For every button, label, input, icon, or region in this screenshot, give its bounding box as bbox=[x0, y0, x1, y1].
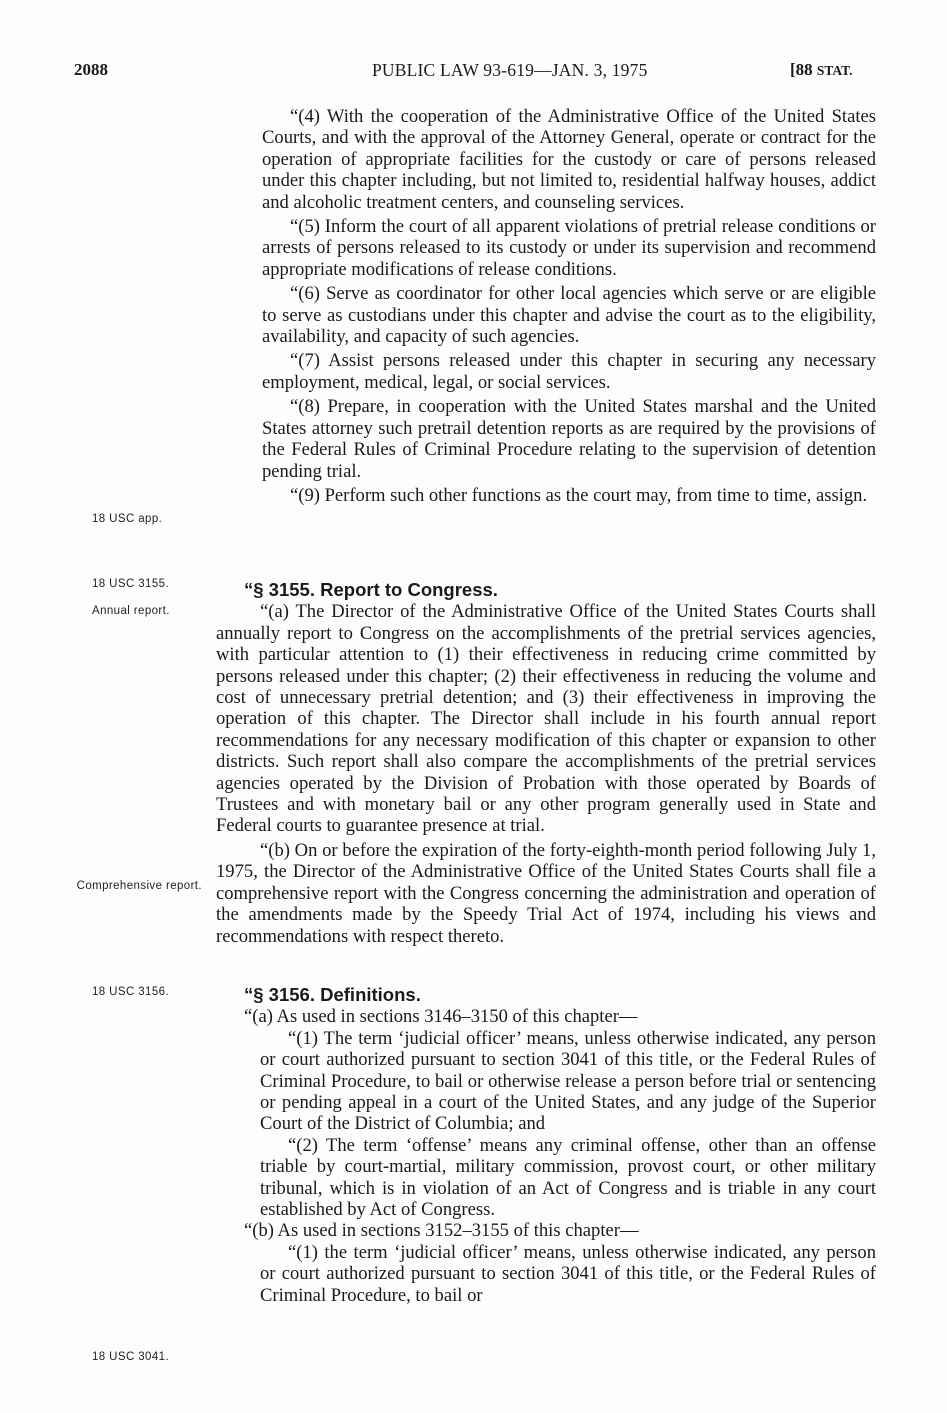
paragraph-8: “(8) Prepare, in cooperation with the United States marshal and the United States attorney such pretrail detention reports as are required by the provisions of the Federal Rules of Criminal Procedure relating to the supervision of detention pending trial. bbox=[262, 396, 876, 482]
paragraph-3155a: “(a) The Director of the Administrative Office of the United States Courts shall annually report to Congress on the accomplishments of the pretrial services agencies, with particular attention to (1) their effectiveness in reducing crime committed by persons released under this chapter; (2) their effectiveness in reducing the volume and cost of unnecessary pretrial detention; and (3) their effectiveness in improving the operation of this chapter. The Director shall include in his fourth annual report recommendations for any necessary modification of this chapter or expansion to other districts. Such report shall also compare the accomplishments of the pretrial services agencies operated by the Division of Probation with those operated by Boards of Trustees and with monetary bail or any other program generally used in State and Federal courts to guarantee presence at trial. bbox=[216, 601, 876, 837]
paragraph-3156a: “(a) As used in sections 3146–3150 of this chapter— bbox=[244, 1006, 638, 1028]
paragraph-5: “(5) Inform the court of all apparent violations of pretrial release conditions or arrests of persons released to its custody or under its supervision and recommend appropriate modifications of release conditions. bbox=[262, 216, 876, 280]
running-head: PUBLIC LAW 93-619—JAN. 3, 1975 bbox=[372, 60, 648, 80]
section-heading-3155: “§ 3155. Report to Congress. bbox=[244, 579, 498, 600]
paragraph-7: “(7) Assist persons released under this chapter in securing any necessary employment, medical, legal, or social services. bbox=[262, 350, 876, 393]
pretrial-functions-list bbox=[262, 106, 876, 506]
margin-note-usc-3156: 18 USC 3156. bbox=[92, 986, 170, 998]
margin-note-usc-3155: 18 USC 3155. bbox=[92, 578, 170, 590]
paragraph-3155b: “(b) On or before the expiration of the forty-eighth-month period following July 1, 1975, the Director of the Administrative Office of the United States Courts shall file a comprehensive report with the Congress concerning the administration and operation of the amendments made by the Speedy Trial Act of 1974, including his views and recommendations with respect thereto. bbox=[216, 839, 876, 947]
page-number: 2088 bbox=[74, 60, 108, 79]
paragraph-3156b: “(b) As used in sections 3152–3155 of this chapter— bbox=[244, 1220, 639, 1242]
section-3156 bbox=[216, 984, 876, 1306]
margin-note-comprehensive-report: Comprehensive report. bbox=[76, 880, 202, 892]
stat-volume: [88 bbox=[790, 60, 813, 79]
paragraph-6: “(6) Serve as coordinator for other local agencies which serve or are eligible to serve as custodians under this chapter and advise the court as to the eligibility, availability, and capacity of such agencies. bbox=[262, 283, 876, 348]
paragraph-3156a1: “(1) The term ‘judicial officer’ means, unless otherwise indicated, any person or court authorized pursuant to section 3041 of this title, or the Federal Rules of Criminal Procedure, to bail or otherwise release a person before trial or sentencing or pending appeal in a court of the United States, and any judge of the Superior Court of the District of Columbia; and bbox=[260, 1027, 876, 1135]
stat-label: STAT. bbox=[816, 63, 853, 78]
page-header bbox=[0, 60, 947, 84]
margin-note-usc-app: 18 USC app. bbox=[92, 513, 163, 525]
section-heading-3156: “§ 3156. Definitions. bbox=[244, 984, 421, 1005]
paragraph-9: “(9) Perform such other functions as the court may, from time to time, assign. bbox=[290, 484, 868, 506]
section-3155 bbox=[216, 579, 876, 947]
margin-note-annual-report: Annual report. bbox=[92, 605, 170, 617]
statute-reference bbox=[790, 60, 853, 80]
margin-note-usc-3041: 18 USC 3041. bbox=[92, 1351, 170, 1363]
paragraph-3156a2: “(2) The term ‘offense’ means any criminal offense, other than an offense triable by court-martial, military commission, provost court, or other military tribunal, which is in violation of an Act of Congress and is triable in any court established by Act of Congress. bbox=[260, 1134, 876, 1221]
paragraph-3156b1: “(1) the term ‘judicial officer’ means, unless otherwise indicated, any person or court authorized pursuant to section 3041 of this title, or the Federal Rules of Criminal Procedure, to bail or bbox=[260, 1241, 876, 1306]
paragraph-4: “(4) With the cooperation of the Administrative Office of the United States Courts, and with the approval of the Attorney General, operate or contract for the operation of appropriate facilities for the custody or care of persons released under this chapter including, but not limited to, residential halfway houses, addict and alcoholic treatment centers, and counseling services. bbox=[262, 106, 876, 213]
